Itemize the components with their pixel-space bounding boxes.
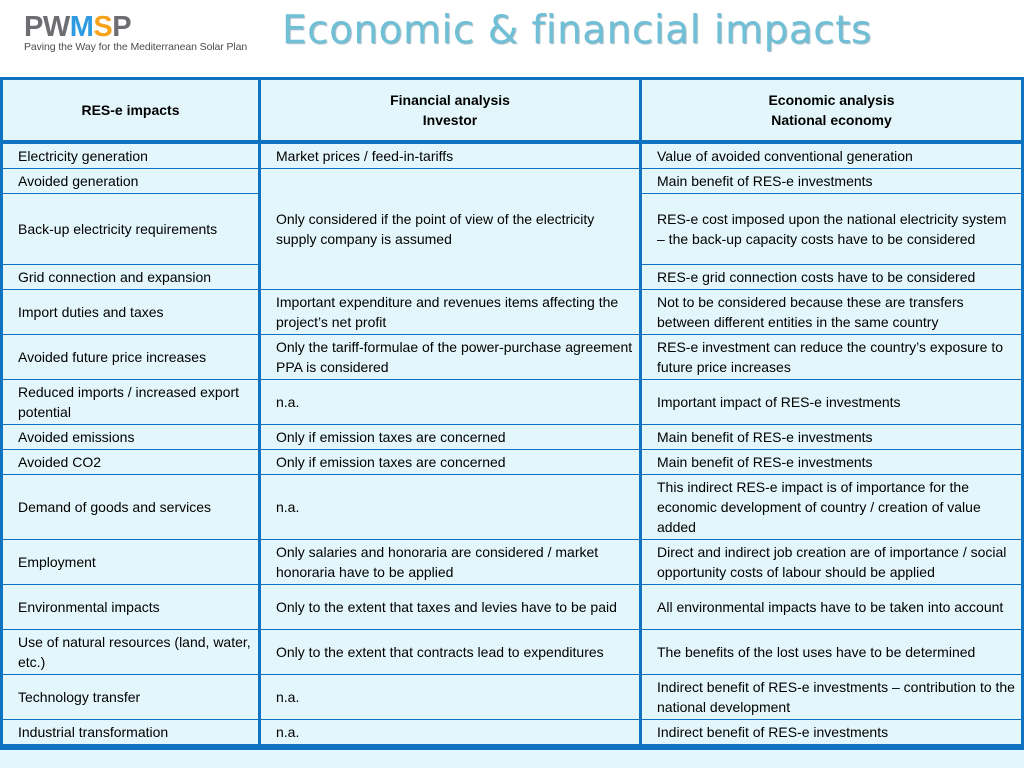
economic-cell: Value of avoided conventional generation [642,144,1021,169]
economic-cell: The benefits of the lost uses have to be determined [642,630,1021,675]
logo-tagline: Paving the Way for the Mediterranean Solar Plan [24,41,248,53]
financial-cell: Only to the extent that taxes and levies have to be paid [261,585,642,630]
financial-cell: Only the tariff-formulae of the power-purchase agreement PPA is considered [261,335,642,380]
impact-cell: Electricity generation [3,144,261,169]
financial-cell: n.a. [261,475,642,540]
header-financial-line2: Investor [422,112,478,128]
economic-cell: Indirect benefit of RES-e investments – contribution to the national development [642,675,1021,720]
financial-cell: n.a. [261,720,642,745]
financial-cell: n.a. [261,675,642,720]
financial-cell: Only if emission taxes are concerned [261,450,642,475]
economic-cell: Direct and indirect job creation are of importance / social opportunity costs of labour should be applied [642,540,1021,585]
header-financial-analysis [261,80,642,144]
impact-cell: Environmental impacts [3,585,261,630]
economic-cell: Main benefit of RES-e investments [642,425,1021,450]
impact-cell: Avoided future price increases [3,335,261,380]
table-row [3,630,1021,675]
impacts-table [3,80,1021,745]
table-row [3,585,1021,630]
impact-cell: Grid connection and expansion [3,265,261,290]
impact-cell: Technology transfer [3,675,261,720]
footer-band [0,750,1024,768]
financial-cell: Only if emission taxes are concerned [261,425,642,450]
financial-cell-merged: Only considered if the point of view of the electricity supply company is assumed [261,169,642,290]
table-row [3,380,1021,425]
logo-wordmark: PWMSP [24,11,132,43]
economic-cell: Main benefit of RES-e investments [642,450,1021,475]
financial-cell: Only salaries and honoraria are considered / market honoraria have to be applied [261,540,642,585]
table-row [3,540,1021,585]
economic-cell: This indirect RES-e impact is of importance for the economic development of country / creation of value added [642,475,1021,540]
impact-cell: Demand of goods and services [3,475,261,540]
table-row [3,335,1021,380]
slide-title: Economic & financial impacts [282,8,872,53]
table-row [3,144,1021,169]
impact-cell: Employment [3,540,261,585]
economic-cell: Indirect benefit of RES-e investments [642,720,1021,745]
economic-cell: All environmental impacts have to be taken into account [642,585,1021,630]
table-row [3,290,1021,335]
economic-cell: Not to be considered because these are transfers between different entities in the same country [642,290,1021,335]
header-economic-line1: Economic analysis [768,92,895,108]
table-row [3,169,1021,194]
economic-cell: RES-e grid connection costs have to be considered [642,265,1021,290]
financial-cell: Market prices / feed-in-tariffs [261,144,642,169]
impact-cell: Import duties and taxes [3,290,261,335]
impact-cell: Back-up electricity requirements [3,194,261,265]
header-res-e-impacts: RES-e impacts [3,80,261,144]
economic-cell: Important impact of RES-e investments [642,380,1021,425]
table-row [3,675,1021,720]
impact-cell: Avoided emissions [3,425,261,450]
impact-cell: Avoided CO2 [3,450,261,475]
table-row [3,720,1021,745]
impact-cell: Reduced imports / increased export potential [3,380,261,425]
table-header-row [3,80,1021,144]
header-economic-line2: National economy [771,112,892,128]
financial-cell: n.a. [261,380,642,425]
impact-cell: Industrial transformation [3,720,261,745]
financial-cell: Only to the extent that contracts lead to expenditures [261,630,642,675]
header-economic-analysis [642,80,1021,144]
impact-cell: Avoided generation [3,169,261,194]
table-row [3,475,1021,540]
economic-cell: RES-e investment can reduce the country’s exposure to future price increases [642,335,1021,380]
pwmsp-logo [24,12,247,53]
table-row [3,450,1021,475]
header-financial-line1: Financial analysis [390,92,510,108]
financial-cell: Important expenditure and revenues items affecting the project’s net profit [261,290,642,335]
slide-header [0,0,1024,78]
impact-cell: Use of natural resources (land, water, etc.) [3,630,261,675]
economic-cell: Main benefit of RES-e investments [642,169,1021,194]
impacts-table-frame [0,77,1024,750]
table-row [3,425,1021,450]
economic-cell: RES-e cost imposed upon the national electricity system – the back-up capacity costs have to be considered [642,194,1021,265]
